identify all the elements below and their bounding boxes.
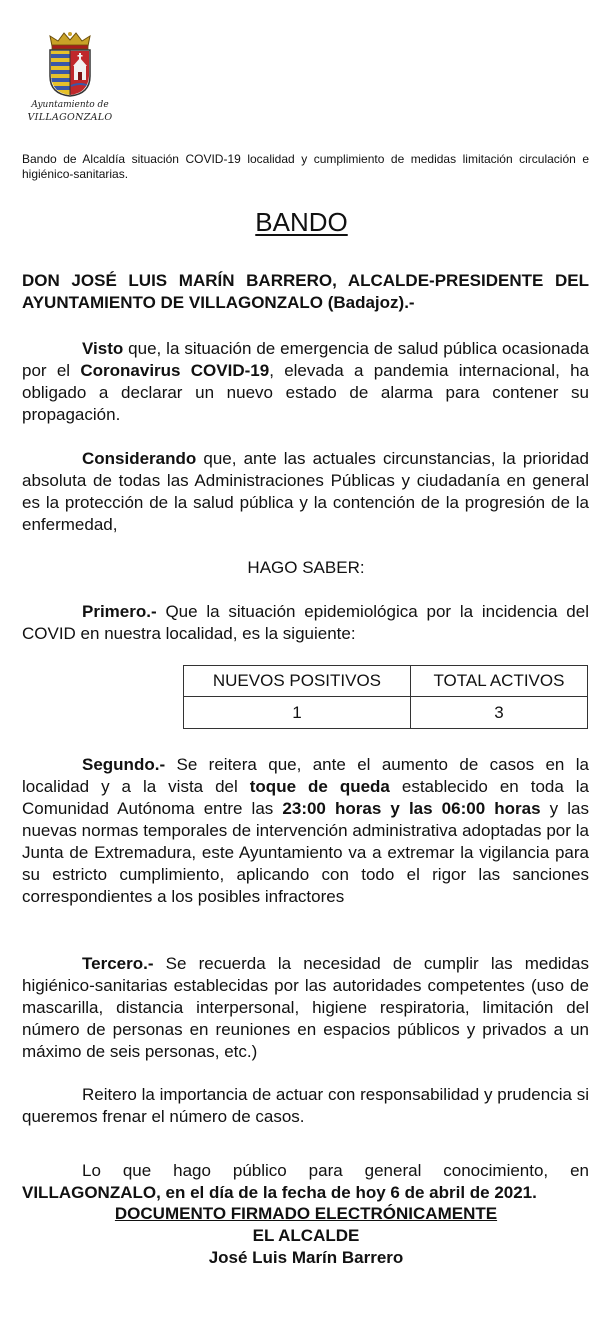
- mayor-heading: DON JOSÉ LUIS MARÍN BARRERO, ALCALDE-PRESIDENTE DEL AYUNTAMIENTO DE VILLAGONZALO (Badajoz).-: [22, 271, 589, 312]
- paragraph-visto: [22, 338, 589, 426]
- municipal-coat-of-arms: [20, 30, 120, 126]
- logo-caption-line2: VILLAGONZALO: [27, 112, 113, 123]
- coat-of-arms-icon: [46, 30, 94, 98]
- segundo-lead: Segundo.-: [82, 755, 166, 774]
- paragraph-reitero: [22, 1084, 589, 1128]
- document-subject: Bando de Alcaldía situación COVID-19 localidad y cumplimiento de medidas limitación circulación e higiénico-sanitarias.: [22, 152, 589, 181]
- covid-cases-table: [183, 665, 588, 729]
- segundo-highlight1: toque de queda: [249, 777, 390, 796]
- segundo-text1: Se reitera que, ante el aumento de casos en la localidad y a la vista del: [22, 755, 589, 796]
- visto-text2: , elevada a pandemia internacional, ha obligado a declarar un nuevo estado de alarma para contener su propagación.: [22, 361, 589, 424]
- closing-line1-text: Lo que hago público para general conocimiento, en: [82, 1161, 589, 1180]
- table-header-total-active: TOTAL ACTIVOS: [410, 666, 587, 697]
- document-title: BANDO: [255, 207, 348, 237]
- visto-highlight: Coronavirus COVID-19: [80, 361, 270, 380]
- paragraph-segundo: [22, 754, 589, 908]
- reitero-text: Reitero la importancia de actuar con responsabilidad y prudencia si queremos frenar el número de casos.: [22, 1085, 589, 1126]
- closing-line1: [22, 1160, 589, 1182]
- paragraph-tercero: [22, 953, 589, 1063]
- tercero-text: Se recuerda la necesidad de cumplir las medidas higiénico-sanitarias establecidas por las autoridades competentes (uso de mascarilla, distancia interpersonal, higiene respiratoria, limitación del número de personas en reuniones en espacios públicos y privados a un máximo de seis personas, etc.): [22, 954, 589, 1061]
- signature-role: EL ALCALDE: [252, 1226, 360, 1245]
- segundo-text2: establecido en toda la Comunidad Autónoma entre las: [22, 777, 590, 818]
- tercero-lead: Tercero.-: [82, 954, 154, 973]
- segundo-highlight2: 23:00 horas y las 06:00 horas: [282, 799, 541, 818]
- paragraph-considerando: [22, 448, 589, 536]
- signature-name: José Luis Marín Barrero: [208, 1248, 404, 1267]
- visto-text1: que, la situación de emergencia de salud pública ocasionada por el: [22, 339, 589, 380]
- primero-text: Que la situación epidemiológica por la incidencia del COVID en nuestra localidad, es la siguiente:: [22, 602, 589, 643]
- table-cell-new-positives: 1: [184, 697, 411, 729]
- table-cell-total-active: 3: [410, 697, 587, 729]
- signature-electronic-note: DOCUMENTO FIRMADO ELECTRÓNICAMENTE: [114, 1204, 498, 1223]
- visto-lead: Visto: [82, 339, 124, 358]
- segundo-text3: y las nuevas normas temporales de intervención administrativa adoptadas por la Junta de Extremadura, este Ayuntamiento va a extremar la vigilancia para su estricto cumplimiento, aplicando con todo el rigor las sanciones correspondientes a los posibles infractores: [22, 799, 590, 906]
- closing-line2: VILLAGONZALO, en el día de la fecha de hoy 6 de abril de 2021.: [22, 1183, 537, 1202]
- primero-lead: Primero.-: [82, 602, 157, 621]
- hago-saber-heading: HAGO SABER:: [247, 558, 365, 577]
- table-header-new-positives: NUEVOS POSITIVOS: [184, 666, 411, 697]
- considerando-text: que, ante las actuales circunstancias, la prioridad absoluta de todas las Administraciones Públicas y ciudadanía en general es la protección de la salud pública y la contención de la progresión de la enfermedad,: [22, 449, 589, 534]
- considerando-lead: Considerando: [82, 449, 197, 468]
- paragraph-primero: [22, 601, 589, 645]
- logo-caption-line1: Ayuntamiento de: [31, 100, 109, 110]
